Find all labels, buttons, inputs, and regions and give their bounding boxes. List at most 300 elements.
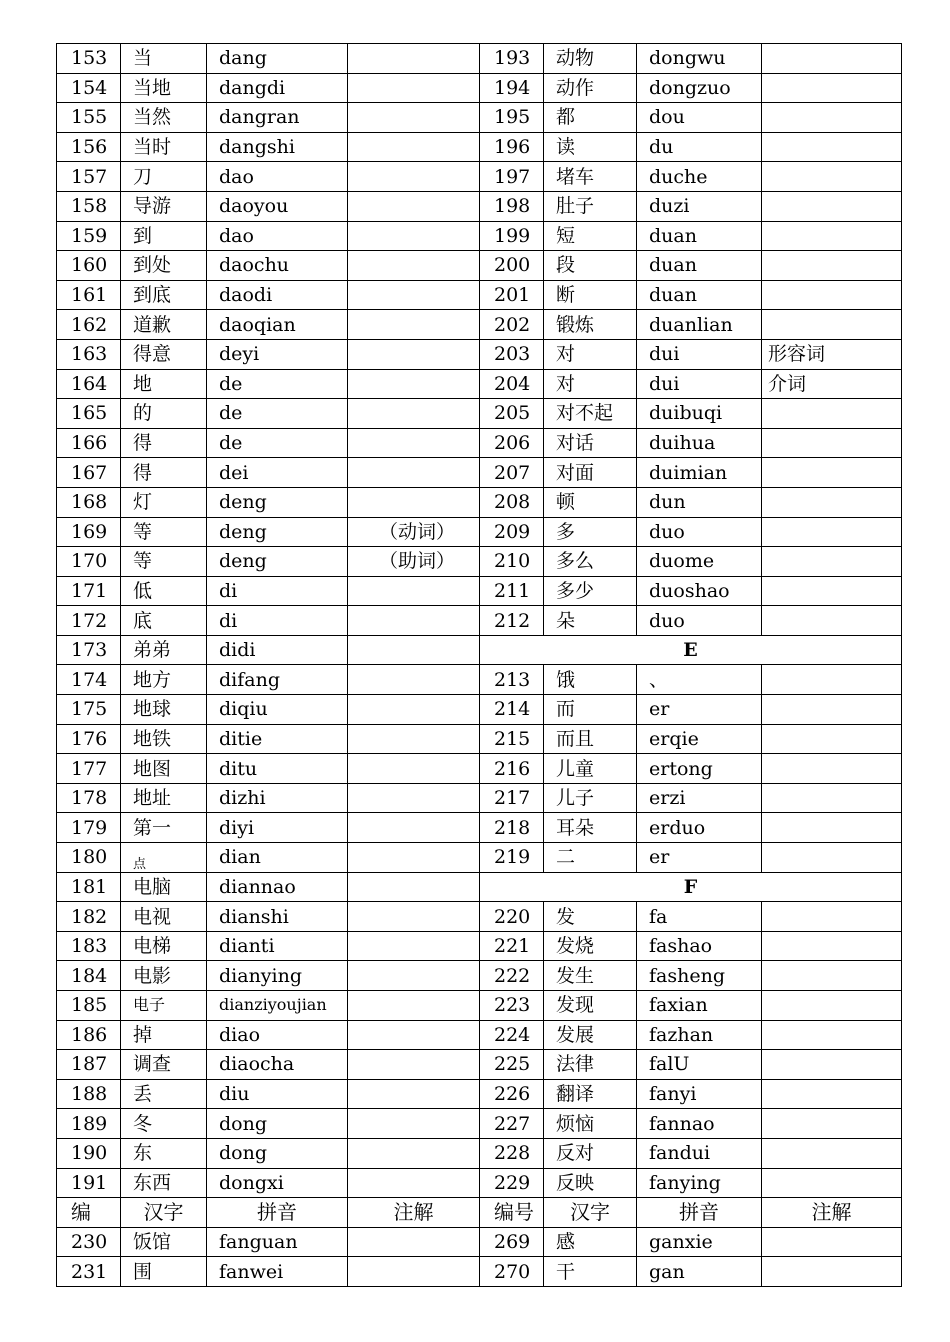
entry-number: 226 — [480, 1079, 544, 1109]
entry-pinyin: ertong — [637, 754, 762, 784]
entry-number: 213 — [480, 665, 544, 695]
entry-number: 157 — [57, 162, 121, 192]
entry-number: 176 — [57, 724, 121, 754]
entry-number: 159 — [57, 221, 121, 251]
entry-number: 208 — [480, 487, 544, 517]
entry-note — [762, 1138, 902, 1168]
entry-note — [762, 221, 902, 251]
entry-hanzi: 翻译 — [544, 1079, 637, 1109]
entry-hanzi: 顿 — [544, 487, 637, 517]
entry-pinyin: ditie — [207, 724, 348, 754]
header-pinyin: 拼音 — [207, 1198, 348, 1228]
table-row — [57, 458, 902, 488]
table-row — [57, 872, 902, 902]
entry-pinyin: daoyou — [207, 191, 348, 221]
entry-hanzi: 电脑 — [121, 872, 207, 902]
entry-hanzi: 儿童 — [544, 754, 637, 784]
entry-note — [348, 931, 480, 961]
table-row — [57, 73, 902, 103]
entry-pinyin: deng — [207, 487, 348, 517]
entry-number: 210 — [480, 547, 544, 577]
table-row — [57, 162, 902, 192]
entry-note — [762, 280, 902, 310]
entry-pinyin: dangdi — [207, 73, 348, 103]
entry-pinyin: diaocha — [207, 1050, 348, 1080]
entry-number: 184 — [57, 961, 121, 991]
entry-hanzi: 短 — [544, 221, 637, 251]
header-number: 编 — [57, 1198, 121, 1228]
entry-number: 188 — [57, 1079, 121, 1109]
entry-number: 164 — [57, 369, 121, 399]
table-row — [57, 1079, 902, 1109]
table-row — [57, 221, 902, 251]
entry-hanzi: 到处 — [121, 251, 207, 281]
section-header-f: F — [480, 872, 902, 902]
entry-hanzi: 地铁 — [121, 724, 207, 754]
entry-hanzi: 法律 — [544, 1050, 637, 1080]
entry-hanzi: 电视 — [121, 902, 207, 932]
entry-pinyin: fanying — [637, 1168, 762, 1198]
table-row — [57, 369, 902, 399]
entry-note — [348, 487, 480, 517]
entry-note — [762, 251, 902, 281]
entry-hanzi: 反对 — [544, 1138, 637, 1168]
entry-pinyin: duanlian — [637, 310, 762, 340]
entry-pinyin: erduo — [637, 813, 762, 843]
table-row — [57, 251, 902, 281]
entry-number: 212 — [480, 606, 544, 636]
entry-number: 178 — [57, 783, 121, 813]
entry-pinyin: fa — [637, 902, 762, 932]
entry-number: 219 — [480, 843, 544, 873]
entry-note — [348, 665, 480, 695]
table-row — [57, 487, 902, 517]
entry-hanzi: 多 — [544, 517, 637, 547]
entry-pinyin: dianziyoujian — [207, 991, 348, 1021]
entry-hanzi: 烦恼 — [544, 1109, 637, 1139]
entry-hanzi: 低 — [121, 576, 207, 606]
entry-note — [348, 1168, 480, 1198]
entry-note — [762, 191, 902, 221]
entry-hanzi: 刀 — [121, 162, 207, 192]
entry-pinyin: dao — [207, 221, 348, 251]
entry-number: 163 — [57, 339, 121, 369]
entry-hanzi: 电子 — [121, 991, 207, 1021]
table-row — [57, 754, 902, 784]
entry-number: 206 — [480, 428, 544, 458]
entry-pinyin: erzi — [637, 783, 762, 813]
entry-number: 155 — [57, 103, 121, 133]
entry-note — [762, 132, 902, 162]
entry-number: 194 — [480, 73, 544, 103]
entry-pinyin: 、 — [637, 665, 762, 695]
entry-note: （助词） — [348, 547, 480, 577]
entry-pinyin: dizhi — [207, 783, 348, 813]
header-number: 编号 — [480, 1198, 544, 1228]
entry-number: 270 — [480, 1257, 544, 1287]
entry-number: 162 — [57, 310, 121, 340]
entry-pinyin: dangran — [207, 103, 348, 133]
entry-hanzi: 多么 — [544, 547, 637, 577]
entry-hanzi: 肚子 — [544, 191, 637, 221]
entry-note — [762, 1227, 902, 1257]
entry-pinyin: fandui — [637, 1138, 762, 1168]
entry-pinyin: fanguan — [207, 1227, 348, 1257]
entry-note — [762, 724, 902, 754]
table-row — [57, 1109, 902, 1139]
entry-hanzi: 读 — [544, 132, 637, 162]
entry-pinyin: dianti — [207, 931, 348, 961]
entry-hanzi: 都 — [544, 103, 637, 133]
entry-note: 介词 — [762, 369, 902, 399]
entry-note — [348, 162, 480, 192]
header-hanzi: 汉字 — [544, 1198, 637, 1228]
entry-note — [348, 695, 480, 725]
table-row — [57, 103, 902, 133]
entry-number: 201 — [480, 280, 544, 310]
entry-note — [348, 132, 480, 162]
entry-note — [762, 1079, 902, 1109]
entry-pinyin: dianying — [207, 961, 348, 991]
column-header-row — [57, 1198, 902, 1228]
entry-hanzi: 当时 — [121, 132, 207, 162]
entry-hanzi: 当地 — [121, 73, 207, 103]
entry-pinyin: duan — [637, 280, 762, 310]
entry-number: 207 — [480, 458, 544, 488]
entry-pinyin: dian — [207, 843, 348, 873]
table-row — [57, 902, 902, 932]
entry-pinyin: diqiu — [207, 695, 348, 725]
entry-pinyin: duibuqi — [637, 399, 762, 429]
entry-pinyin: fashao — [637, 931, 762, 961]
entry-note — [348, 606, 480, 636]
entry-pinyin: dianshi — [207, 902, 348, 932]
entry-number: 209 — [480, 517, 544, 547]
entry-number: 168 — [57, 487, 121, 517]
entry-note — [762, 1050, 902, 1080]
entry-hanzi: 东西 — [121, 1168, 207, 1198]
entry-pinyin: er — [637, 695, 762, 725]
entry-number: 170 — [57, 547, 121, 577]
entry-pinyin: deng — [207, 547, 348, 577]
entry-note — [762, 44, 902, 74]
entry-hanzi: 调查 — [121, 1050, 207, 1080]
entry-hanzi: 的 — [121, 399, 207, 429]
entry-pinyin: diannao — [207, 872, 348, 902]
entry-pinyin: de — [207, 369, 348, 399]
entry-pinyin: dong — [207, 1109, 348, 1139]
entry-number: 215 — [480, 724, 544, 754]
header-hanzi: 汉字 — [121, 1198, 207, 1228]
entry-number: 205 — [480, 399, 544, 429]
entry-number: 166 — [57, 428, 121, 458]
entry-hanzi: 地方 — [121, 665, 207, 695]
entry-note — [348, 1020, 480, 1050]
entry-number: 187 — [57, 1050, 121, 1080]
entry-note — [348, 251, 480, 281]
entry-note — [348, 1109, 480, 1139]
entry-number: 196 — [480, 132, 544, 162]
entry-pinyin: duihua — [637, 428, 762, 458]
entry-note — [348, 1227, 480, 1257]
entry-hanzi: 得意 — [121, 339, 207, 369]
entry-note — [762, 843, 902, 873]
entry-hanzi: 发现 — [544, 991, 637, 1021]
entry-pinyin: deng — [207, 517, 348, 547]
entry-number: 199 — [480, 221, 544, 251]
entry-hanzi: 点 — [121, 843, 207, 873]
entry-note — [348, 339, 480, 369]
table-row — [57, 695, 902, 725]
entry-note — [762, 1109, 902, 1139]
entry-note — [762, 458, 902, 488]
entry-note — [762, 399, 902, 429]
entry-hanzi: 对面 — [544, 458, 637, 488]
table-row — [57, 428, 902, 458]
entry-hanzi: 饭馆 — [121, 1227, 207, 1257]
entry-note — [762, 1257, 902, 1287]
entry-pinyin: gan — [637, 1257, 762, 1287]
entry-hanzi: 堵车 — [544, 162, 637, 192]
entry-number: 195 — [480, 103, 544, 133]
entry-hanzi: 反映 — [544, 1168, 637, 1198]
entry-pinyin: duimian — [637, 458, 762, 488]
entry-pinyin: er — [637, 843, 762, 873]
entry-pinyin: daodi — [207, 280, 348, 310]
entry-number: 172 — [57, 606, 121, 636]
entry-pinyin: ganxie — [637, 1227, 762, 1257]
entry-number: 203 — [480, 339, 544, 369]
entry-number: 160 — [57, 251, 121, 281]
entry-pinyin: fazhan — [637, 1020, 762, 1050]
entry-note — [348, 635, 480, 665]
entry-pinyin: difang — [207, 665, 348, 695]
entry-note — [762, 1168, 902, 1198]
entry-pinyin: duo — [637, 606, 762, 636]
entry-hanzi: 发 — [544, 902, 637, 932]
entry-pinyin: erqie — [637, 724, 762, 754]
entry-hanzi: 道歉 — [121, 310, 207, 340]
entry-number: 181 — [57, 872, 121, 902]
entry-pinyin: dang — [207, 44, 348, 74]
entry-hanzi: 到 — [121, 221, 207, 251]
entry-hanzi: 而 — [544, 695, 637, 725]
entry-hanzi: 地 — [121, 369, 207, 399]
entry-number: 216 — [480, 754, 544, 784]
table-row — [57, 1257, 902, 1287]
entry-hanzi: 得 — [121, 428, 207, 458]
table-row — [57, 783, 902, 813]
entry-number: 158 — [57, 191, 121, 221]
header-pinyin: 拼音 — [637, 1198, 762, 1228]
entry-note — [348, 991, 480, 1021]
entry-hanzi: 电影 — [121, 961, 207, 991]
table-row — [57, 843, 902, 873]
entry-note — [762, 576, 902, 606]
entry-note — [762, 695, 902, 725]
entry-pinyin: duzi — [637, 191, 762, 221]
table-row — [57, 1227, 902, 1257]
entry-number: 231 — [57, 1257, 121, 1287]
entry-number: 224 — [480, 1020, 544, 1050]
entry-note — [762, 961, 902, 991]
entry-hanzi: 等 — [121, 547, 207, 577]
entry-pinyin: duo — [637, 517, 762, 547]
table-row — [57, 1050, 902, 1080]
table-row — [57, 132, 902, 162]
entry-number: 174 — [57, 665, 121, 695]
entry-pinyin: duome — [637, 547, 762, 577]
entry-pinyin: dao — [207, 162, 348, 192]
entry-hanzi: 东 — [121, 1138, 207, 1168]
entry-note — [762, 931, 902, 961]
entry-note — [348, 280, 480, 310]
entry-number: 153 — [57, 44, 121, 74]
entry-hanzi: 耳朵 — [544, 813, 637, 843]
entry-note — [762, 783, 902, 813]
entry-note — [762, 902, 902, 932]
entry-note — [348, 458, 480, 488]
entry-pinyin: duche — [637, 162, 762, 192]
entry-pinyin: du — [637, 132, 762, 162]
entry-number: 204 — [480, 369, 544, 399]
entry-number: 220 — [480, 902, 544, 932]
entry-note — [348, 872, 480, 902]
entry-number: 179 — [57, 813, 121, 843]
entry-hanzi: 电梯 — [121, 931, 207, 961]
entry-note — [348, 1050, 480, 1080]
entry-hanzi: 地址 — [121, 783, 207, 813]
entry-hanzi: 对不起 — [544, 399, 637, 429]
entry-note — [762, 547, 902, 577]
table-row — [57, 576, 902, 606]
entry-number: 171 — [57, 576, 121, 606]
entry-pinyin: fanyi — [637, 1079, 762, 1109]
table-row — [57, 961, 902, 991]
entry-hanzi: 当 — [121, 44, 207, 74]
entry-number: 214 — [480, 695, 544, 725]
entry-pinyin: diyi — [207, 813, 348, 843]
entry-pinyin: fasheng — [637, 961, 762, 991]
entry-hanzi: 饿 — [544, 665, 637, 695]
entry-number: 198 — [480, 191, 544, 221]
entry-pinyin: dei — [207, 458, 348, 488]
entry-hanzi: 段 — [544, 251, 637, 281]
vocabulary-table — [56, 43, 902, 1287]
entry-note — [762, 606, 902, 636]
entry-note — [348, 369, 480, 399]
entry-hanzi: 掉 — [121, 1020, 207, 1050]
entry-number: 154 — [57, 73, 121, 103]
entry-pinyin: di — [207, 606, 348, 636]
entry-pinyin: falU — [637, 1050, 762, 1080]
entry-note — [348, 103, 480, 133]
entry-hanzi: 发生 — [544, 961, 637, 991]
entry-pinyin: didi — [207, 635, 348, 665]
entry-number: 165 — [57, 399, 121, 429]
section-header-e: E — [480, 635, 902, 665]
entry-hanzi: 对 — [544, 369, 637, 399]
entry-number: 190 — [57, 1138, 121, 1168]
table-row — [57, 399, 902, 429]
entry-note — [762, 103, 902, 133]
entry-note — [348, 44, 480, 74]
table-row — [57, 191, 902, 221]
entry-number: 185 — [57, 991, 121, 1021]
table-row — [57, 665, 902, 695]
entry-number: 200 — [480, 251, 544, 281]
entry-note — [348, 428, 480, 458]
entry-pinyin: daochu — [207, 251, 348, 281]
entry-number: 186 — [57, 1020, 121, 1050]
entry-pinyin: duan — [637, 221, 762, 251]
entry-number: 169 — [57, 517, 121, 547]
entry-note — [762, 754, 902, 784]
entry-hanzi: 丢 — [121, 1079, 207, 1109]
entry-note — [348, 1138, 480, 1168]
entry-number: 225 — [480, 1050, 544, 1080]
entry-pinyin: fanwei — [207, 1257, 348, 1287]
entry-note: （动词） — [348, 517, 480, 547]
entry-number: 173 — [57, 635, 121, 665]
entry-number: 221 — [480, 931, 544, 961]
entry-pinyin: de — [207, 399, 348, 429]
entry-hanzi: 断 — [544, 280, 637, 310]
entry-number: 183 — [57, 931, 121, 961]
entry-hanzi: 得 — [121, 458, 207, 488]
entry-number: 229 — [480, 1168, 544, 1198]
table-row — [57, 517, 902, 547]
entry-hanzi: 朵 — [544, 606, 637, 636]
entry-hanzi: 到底 — [121, 280, 207, 310]
entry-pinyin: de — [207, 428, 348, 458]
entry-note — [762, 991, 902, 1021]
entry-note — [348, 73, 480, 103]
entry-hanzi: 弟弟 — [121, 635, 207, 665]
entry-number: 180 — [57, 843, 121, 873]
table-row — [57, 280, 902, 310]
table-row — [57, 547, 902, 577]
entry-number: 182 — [57, 902, 121, 932]
entry-number: 211 — [480, 576, 544, 606]
entry-number: 191 — [57, 1168, 121, 1198]
entry-note — [348, 1079, 480, 1109]
entry-note — [348, 843, 480, 873]
entry-pinyin: dui — [637, 339, 762, 369]
entry-number: 227 — [480, 1109, 544, 1139]
table-row — [57, 991, 902, 1021]
header-note: 注解 — [348, 1198, 480, 1228]
entry-pinyin: daoqian — [207, 310, 348, 340]
table-row — [57, 1168, 902, 1198]
entry-hanzi: 底 — [121, 606, 207, 636]
entry-number: 161 — [57, 280, 121, 310]
entry-number: 193 — [480, 44, 544, 74]
entry-note — [762, 310, 902, 340]
entry-pinyin: di — [207, 576, 348, 606]
entry-pinyin: dongxi — [207, 1168, 348, 1198]
entry-hanzi: 发烧 — [544, 931, 637, 961]
entry-pinyin: dou — [637, 103, 762, 133]
entry-number: 217 — [480, 783, 544, 813]
entry-note — [348, 813, 480, 843]
entry-note — [348, 1257, 480, 1287]
table-row — [57, 310, 902, 340]
table-row — [57, 339, 902, 369]
entry-hanzi: 对 — [544, 339, 637, 369]
entry-note — [348, 576, 480, 606]
entry-hanzi: 围 — [121, 1257, 207, 1287]
